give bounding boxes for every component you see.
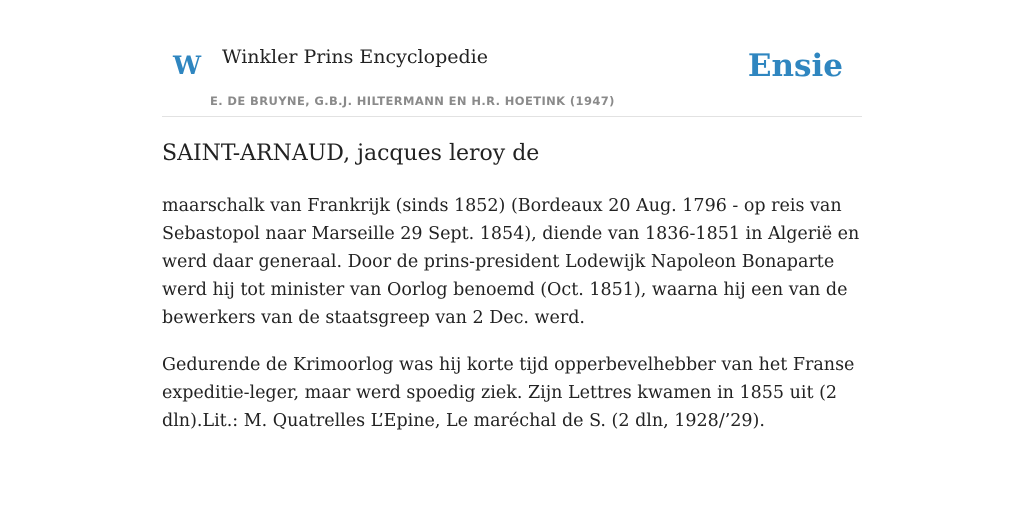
entry-paragraph: maarschalk van Frankrijk (sinds 1852) (Bordeaux 20 Aug. 1796 - op reis van Sebastopol naar Marseille 29 Sept. 1854), diende van 1836-1851 in Algerië en werd daar generaal. Door de prins-president Lodewijk Napoleon Bonaparte werd hij tot minister van Oorlog benoemd (Oct. 1851), waarna hij een van de bewerkers van de staatsgreep van 2 Dec. werd. — [162, 196, 860, 328]
entry-article — [162, 138, 862, 435]
entry-title: SAINT-ARNAUD, jacques leroy de — [162, 141, 540, 166]
site-header — [162, 0, 862, 117]
encyclopedia-logo[interactable]: W — [173, 51, 202, 80]
entry-paragraph: Gedurende de Krimoorlog was hij korte tijd opperbevelhebber van het Franse expeditie-leger, maar werd spoedig ziek. Zijn Lettres kwamen in 1855 uit (2 dln).Lit.: M. Quatrelles L’Epine, Le maréchal de S. (2 dln, 1928/’29). — [162, 355, 855, 431]
ensie-brand-link[interactable]: Ensie — [747, 48, 843, 84]
encyclopedia-authors: E. DE BRUYNE, G.B.J. HILTERMANN EN H.R. HOETINK (1947) — [210, 94, 615, 108]
encyclopedia-title[interactable]: Winkler Prins Encyclopedie — [222, 46, 488, 68]
